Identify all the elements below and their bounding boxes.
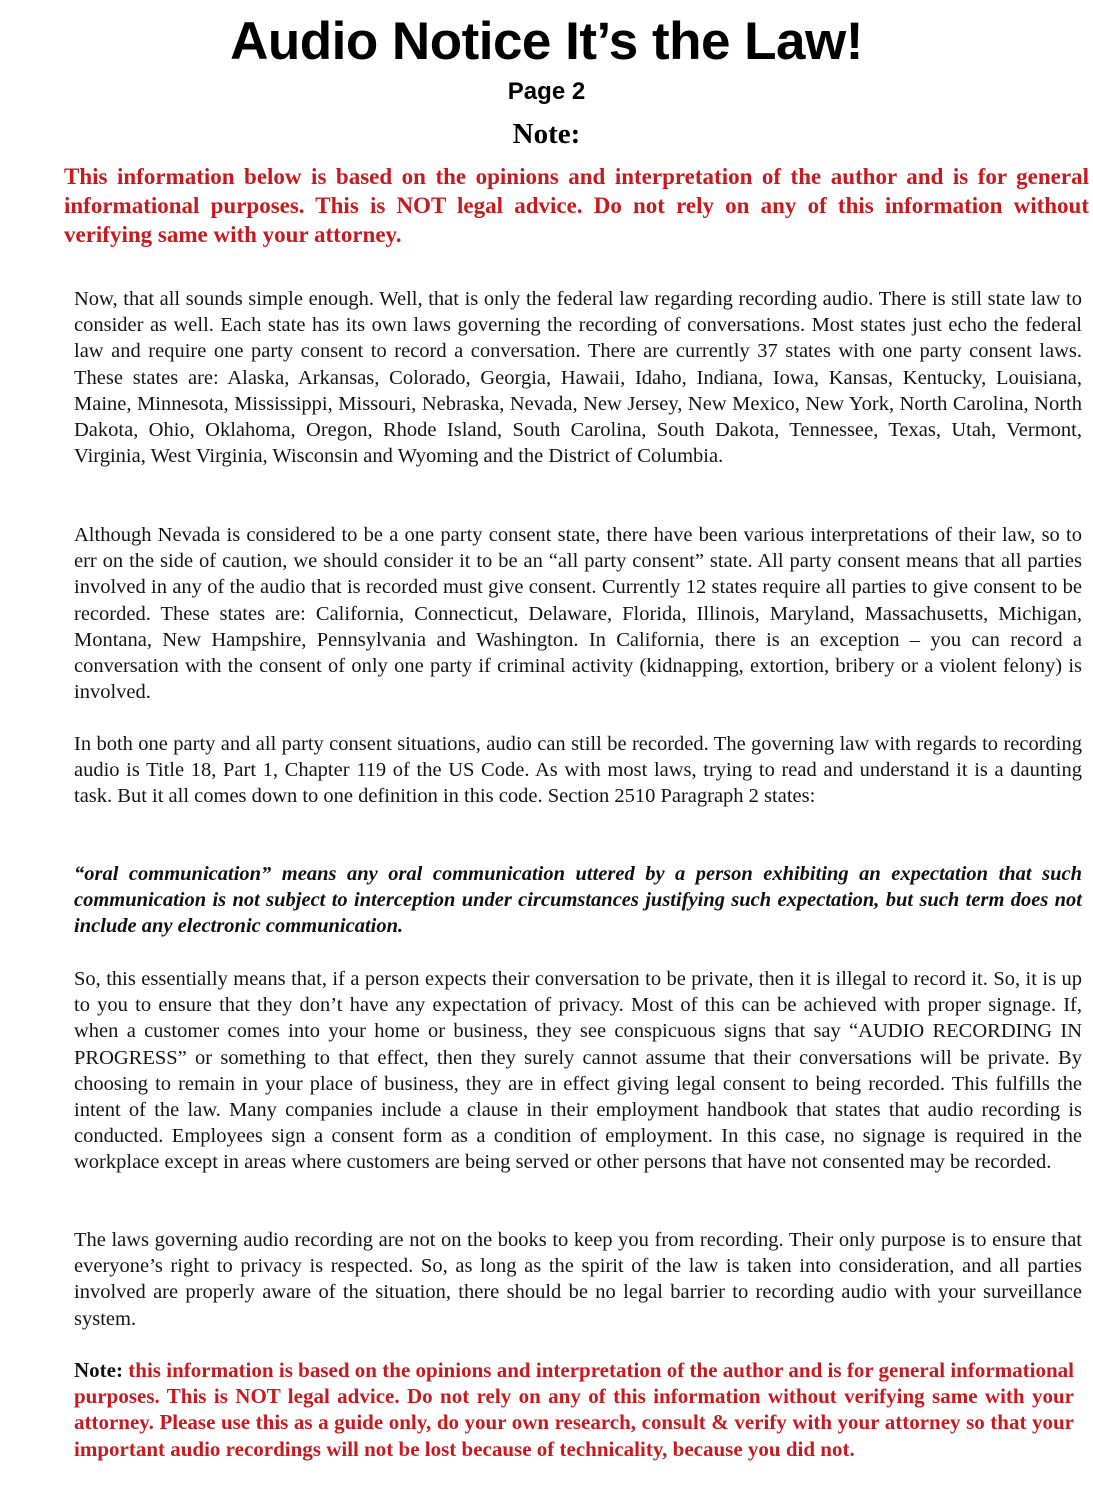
paragraph-all-party-consent-states: Although Nevada is considered to be a one party consent state, there have been various interpretations of their law, so to err on the side of caution, we should consider it to be an “all party consent” state. All party consent means that all parties involved in any of the audio that is recorded must give consent. Currently 12 states require all parties to give consent to be recorded. These states are: California, Connecticut, Delaware, Florida, Illinois, Maryland, Massachusetts, Michigan, Montana, New Hampshire, Pennsylvania and Washington. In California, there is an exception – you can record a conversation with the consent of only one party if criminal activity (kidnapping, extortion, bribery or a violent felony) is involved. (74, 524, 1082, 704)
page-number-label: Page 2 (507, 78, 586, 105)
paragraph-governing-law: In both one party and all party consent situations, audio can still be recorded. The governing law with regards to recording audio is Title 18, Part 1, Chapter 119 of the US Code. As with most laws, trying to read and understand it is a daunting task. But it all comes down to one definition in this code. Section 2510 Paragraph 2 states: (74, 733, 1082, 808)
bottom-disclaimer-lead: Note: (74, 1358, 123, 1382)
page-title: Audio Notice It’s the Law! (230, 12, 863, 71)
paragraph-purpose-of-laws: The laws governing audio recording are not on the books to keep you from recording. Their only purpose is to ensure that everyone’s right to privacy is respected. So, as long as the spirit of the law is taken into consideration, and all parties involved are properly aware of the situation, there should be no legal barrier to recording audio with your surveillance system. (74, 1229, 1082, 1330)
paragraph-expectation-of-privacy: So, this essentially means that, if a person expects their conversation to be private, then it is illegal to record it. So, it is up to you to ensure that they don’t have any expectation of privacy. Most of this can be achieved with proper signage. If, when a customer comes into your home or business, they see conspicuous signs that say “AUDIO RECORDING IN PROGRESS” or something to that effect, then they surely cannot assume that their conversations will be private. By choosing to remain in your place of business, they are in effect giving legal consent to being recorded. This fulfills the intent of the law. Many companies include a clause in their employment handbook that states that audio recording is conducted. Employees sign a consent form as a condition of employment. In this case, no signage is required in the workplace except in areas where customers are being served or other persons that have not consented may be recorded. (74, 968, 1082, 1174)
bottom-disclaimer (74, 1357, 1074, 1462)
note-heading: Note: (512, 118, 581, 150)
legal-definition-quote: “oral communication” means any oral communication uttered by a person exhibiting an expectation that such communication is not subject to interception under circumstances justifying such expectation, but such term does not include any electronic communication. (74, 863, 1082, 938)
paragraph-one-party-consent-states: Now, that all sounds simple enough. Well, that is only the federal law regarding recording audio. There is still state law to consider as well. Each state has its own laws governing the recording of conversations. Most states just echo the federal law and require one party consent to record a conversation. There are currently 37 states with one party consent laws. These states are: Alaska, Arkansas, Colorado, Georgia, Hawaii, Idaho, Indiana, Iowa, Kansas, Kentucky, Louisiana, Maine, Minnesota, Mississippi, Missouri, Nebraska, Nevada, New Jersey, New Mexico, New York, North Carolina, North Dakota, Ohio, Oklahoma, Oregon, Rhode Island, South Carolina, South Dakota, Tennessee, Texas, Utah, Vermont, Virginia, West Virginia, Wisconsin and Wyoming and the District of Columbia. (74, 288, 1082, 468)
top-disclaimer: This information below is based on the opinions and interpretation of the author and is for general informational purposes. This is NOT legal advice. Do not rely on any of this information without verifying same with your attorney. (64, 164, 1089, 247)
bottom-disclaimer-text: this information is based on the opinions and interpretation of the author and is for general informational purposes. This is NOT legal advice. Do not rely on any of this information without verifying same with your attorney. Please use this as a guide only, do your own research, consult & verify with your attorney so that your important audio recordings will not be lost because of technicality, because you did not. (74, 1358, 1074, 1461)
